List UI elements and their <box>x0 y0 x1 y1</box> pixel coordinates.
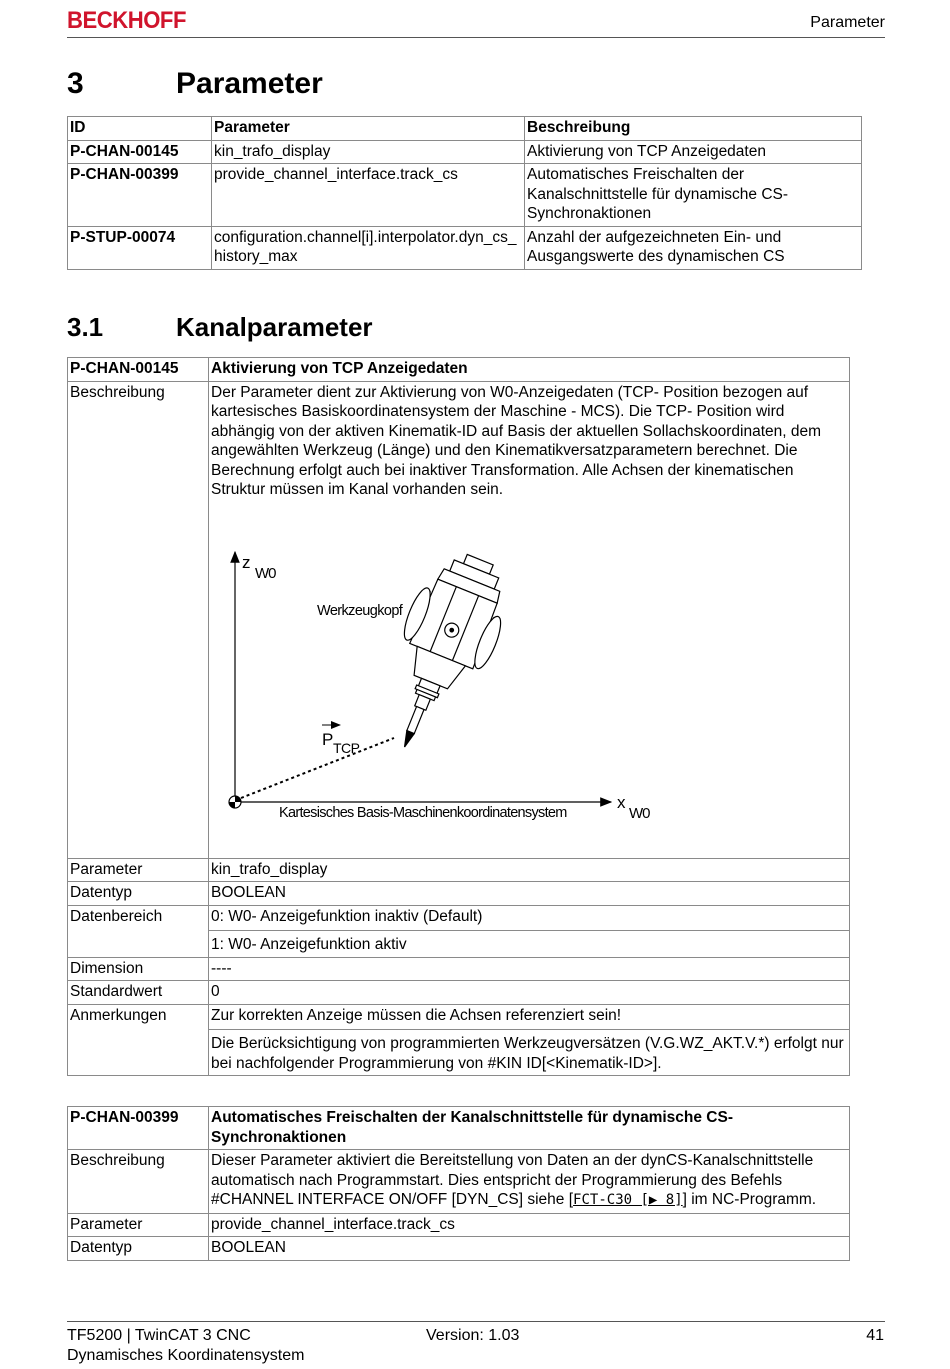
column-header: Beschreibung <box>525 117 862 141</box>
row-value: BOOLEAN <box>209 1237 850 1261</box>
description-cell <box>209 381 850 858</box>
table-header-row <box>68 117 862 141</box>
row-value: ---- <box>209 957 850 981</box>
row-label: Anmerkungen <box>68 1004 209 1076</box>
table-row <box>68 957 850 981</box>
p-label: P <box>322 729 334 749</box>
param-name-cell: kin_trafo_display <box>212 140 525 164</box>
x-axis-label: x <box>617 792 626 812</box>
row-label: Datenbereich <box>68 905 209 957</box>
table-row <box>68 381 850 858</box>
row-label: Datentyp <box>68 882 209 906</box>
range-value-0: 0: W0- Anzeigefunktion inaktiv (Default) <box>211 907 483 925</box>
param-id-cell: P-STUP-00074 <box>68 226 212 269</box>
base-system-label: Kartesisches Basis-Maschinenkoordinatensystem <box>279 804 567 821</box>
description-cell <box>209 1150 850 1214</box>
tool-head-label: Werkzeugkopf <box>317 602 403 619</box>
row-value: 0 <box>209 981 850 1005</box>
table-row <box>68 226 862 269</box>
x-axis-sub: W0 <box>629 804 650 822</box>
page-number: 41 <box>866 1327 884 1344</box>
tcp-figure <box>211 500 851 830</box>
row-value: provide_channel_interface.track_cs <box>209 1213 850 1237</box>
inner-divider <box>209 930 849 931</box>
table-row <box>68 882 850 906</box>
fct-c30-link[interactable]: FCT-C30 [▶ 8] <box>573 1192 683 1208</box>
param-description: Der Parameter dient zur Aktivierung von W0-Anzeigedaten (TCP- Position bezogen auf kartesisches Basiskoordinatensystem der Maschine - MCS). Die TCP- Position wird abhängig von der aktiven Kinematik-ID auf Basis der aktuellen Sollachskoordinaten, dem angewählten Werkzeug (Länge) und den Kinematikversatzparametern berechnet. Die Berechnung erfolgt auch bei inaktiver Transformation. Alle Achsen der kinematischen Struktur müssen im Kanal vorhanden sein. <box>211 383 822 498</box>
row-value: kin_trafo_display <box>209 858 850 882</box>
footer-version: Version: 1.03 <box>426 1327 520 1344</box>
table-row <box>68 164 862 227</box>
row-value: BOOLEAN <box>209 882 850 906</box>
footer-document: Dynamisches Koordinatensystem <box>67 1347 305 1364</box>
remarks-cell <box>209 1004 850 1076</box>
param-desc-cell: Automatisches Freischalten der Kanalschnittstelle für dynamische CS-Synchronaktionen <box>525 164 862 227</box>
subheading-title: Kanalparameter <box>176 312 373 342</box>
tool-head-drawing <box>362 542 523 764</box>
param-name-cell: configuration.channel[i].interpolator.dyn_cs_history_max <box>212 226 525 269</box>
param-id-cell: P-CHAN-00145 <box>68 140 212 164</box>
param-title: Automatisches Freischalten der Kanalschnittstelle für dynamische CS-Synchronaktionen <box>209 1107 850 1150</box>
range-value-1: 1: W0- Anzeigefunktion aktiv <box>211 936 407 953</box>
table-row <box>68 1213 850 1237</box>
table-row <box>68 858 850 882</box>
row-label: Datentyp <box>68 1237 209 1261</box>
param-desc-cell: Aktivierung von TCP Anzeigedaten <box>525 140 862 164</box>
table-row <box>68 1004 850 1076</box>
table-row <box>68 1150 850 1214</box>
row-label: Parameter <box>68 1213 209 1237</box>
row-label: Dimension <box>68 957 209 981</box>
column-header: ID <box>68 117 212 141</box>
row-label: Parameter <box>68 858 209 882</box>
row-label: Beschreibung <box>68 1150 209 1214</box>
z-axis-label: z <box>242 552 251 572</box>
param-desc-cell: Anzahl der aufgezeichneten Ein- und Ausgangswerte des dynamischen CS <box>525 226 862 269</box>
overview-table <box>67 116 862 270</box>
column-header: Parameter <box>212 117 525 141</box>
table-row <box>68 140 862 164</box>
row-label: Beschreibung <box>68 381 209 858</box>
remark-1: Zur korrekten Anzeige müssen die Achsen referenziert sein! <box>211 1006 622 1024</box>
param-description: Dieser Parameter aktiviert die Bereitstellung von Daten an der dynCS-Kanalschnittstelle automatisch nach Programmstart. Dies entspricht der Programmierung des Befehls #CHANNEL INTERFACE ON/OFF [DYN_CS] siehe [ <box>211 1152 814 1208</box>
subheading-number: 3.1 <box>67 312 104 342</box>
beckhoff-logo: BECKHOFF <box>67 7 186 34</box>
table-row <box>68 1237 850 1261</box>
table-row <box>68 1107 850 1150</box>
param-name-cell: provide_channel_interface.track_cs <box>212 164 525 227</box>
tcp-vector <box>241 738 394 798</box>
header-divider <box>67 37 885 38</box>
param-table-kin-trafo <box>67 357 850 1076</box>
header-section-title: Parameter <box>810 14 885 31</box>
param-id-cell: P-CHAN-00399 <box>68 164 212 227</box>
heading-number: 3 <box>67 67 84 100</box>
param-title: Aktivierung von TCP Anzeigedaten <box>209 358 850 382</box>
range-cell <box>209 905 850 957</box>
param-description-end: ] im NC-Programm. <box>682 1191 817 1208</box>
table-row <box>68 358 850 382</box>
table-row <box>68 981 850 1005</box>
table-row <box>68 905 850 957</box>
z-axis-sub: W0 <box>255 564 276 582</box>
footer-divider <box>67 1321 885 1322</box>
remark-2: Die Berücksichtigung von programmierten Werkzeugversätzen (V.G.WZ_AKT.V.*) erfolgt nur bei nachfolgender Programmierung von #KIN ID[<Kinematik-ID>]. <box>211 1035 844 1072</box>
param-id: P-CHAN-00145 <box>68 358 209 382</box>
heading-title: Parameter <box>176 67 323 100</box>
inner-divider <box>209 1029 849 1030</box>
row-label: Standardwert <box>68 981 209 1005</box>
param-id: P-CHAN-00399 <box>68 1107 209 1150</box>
footer-product: TF5200 | TwinCAT 3 CNC <box>67 1327 251 1344</box>
p-sub: TCP <box>333 739 360 756</box>
param-table-track-cs <box>67 1106 850 1261</box>
